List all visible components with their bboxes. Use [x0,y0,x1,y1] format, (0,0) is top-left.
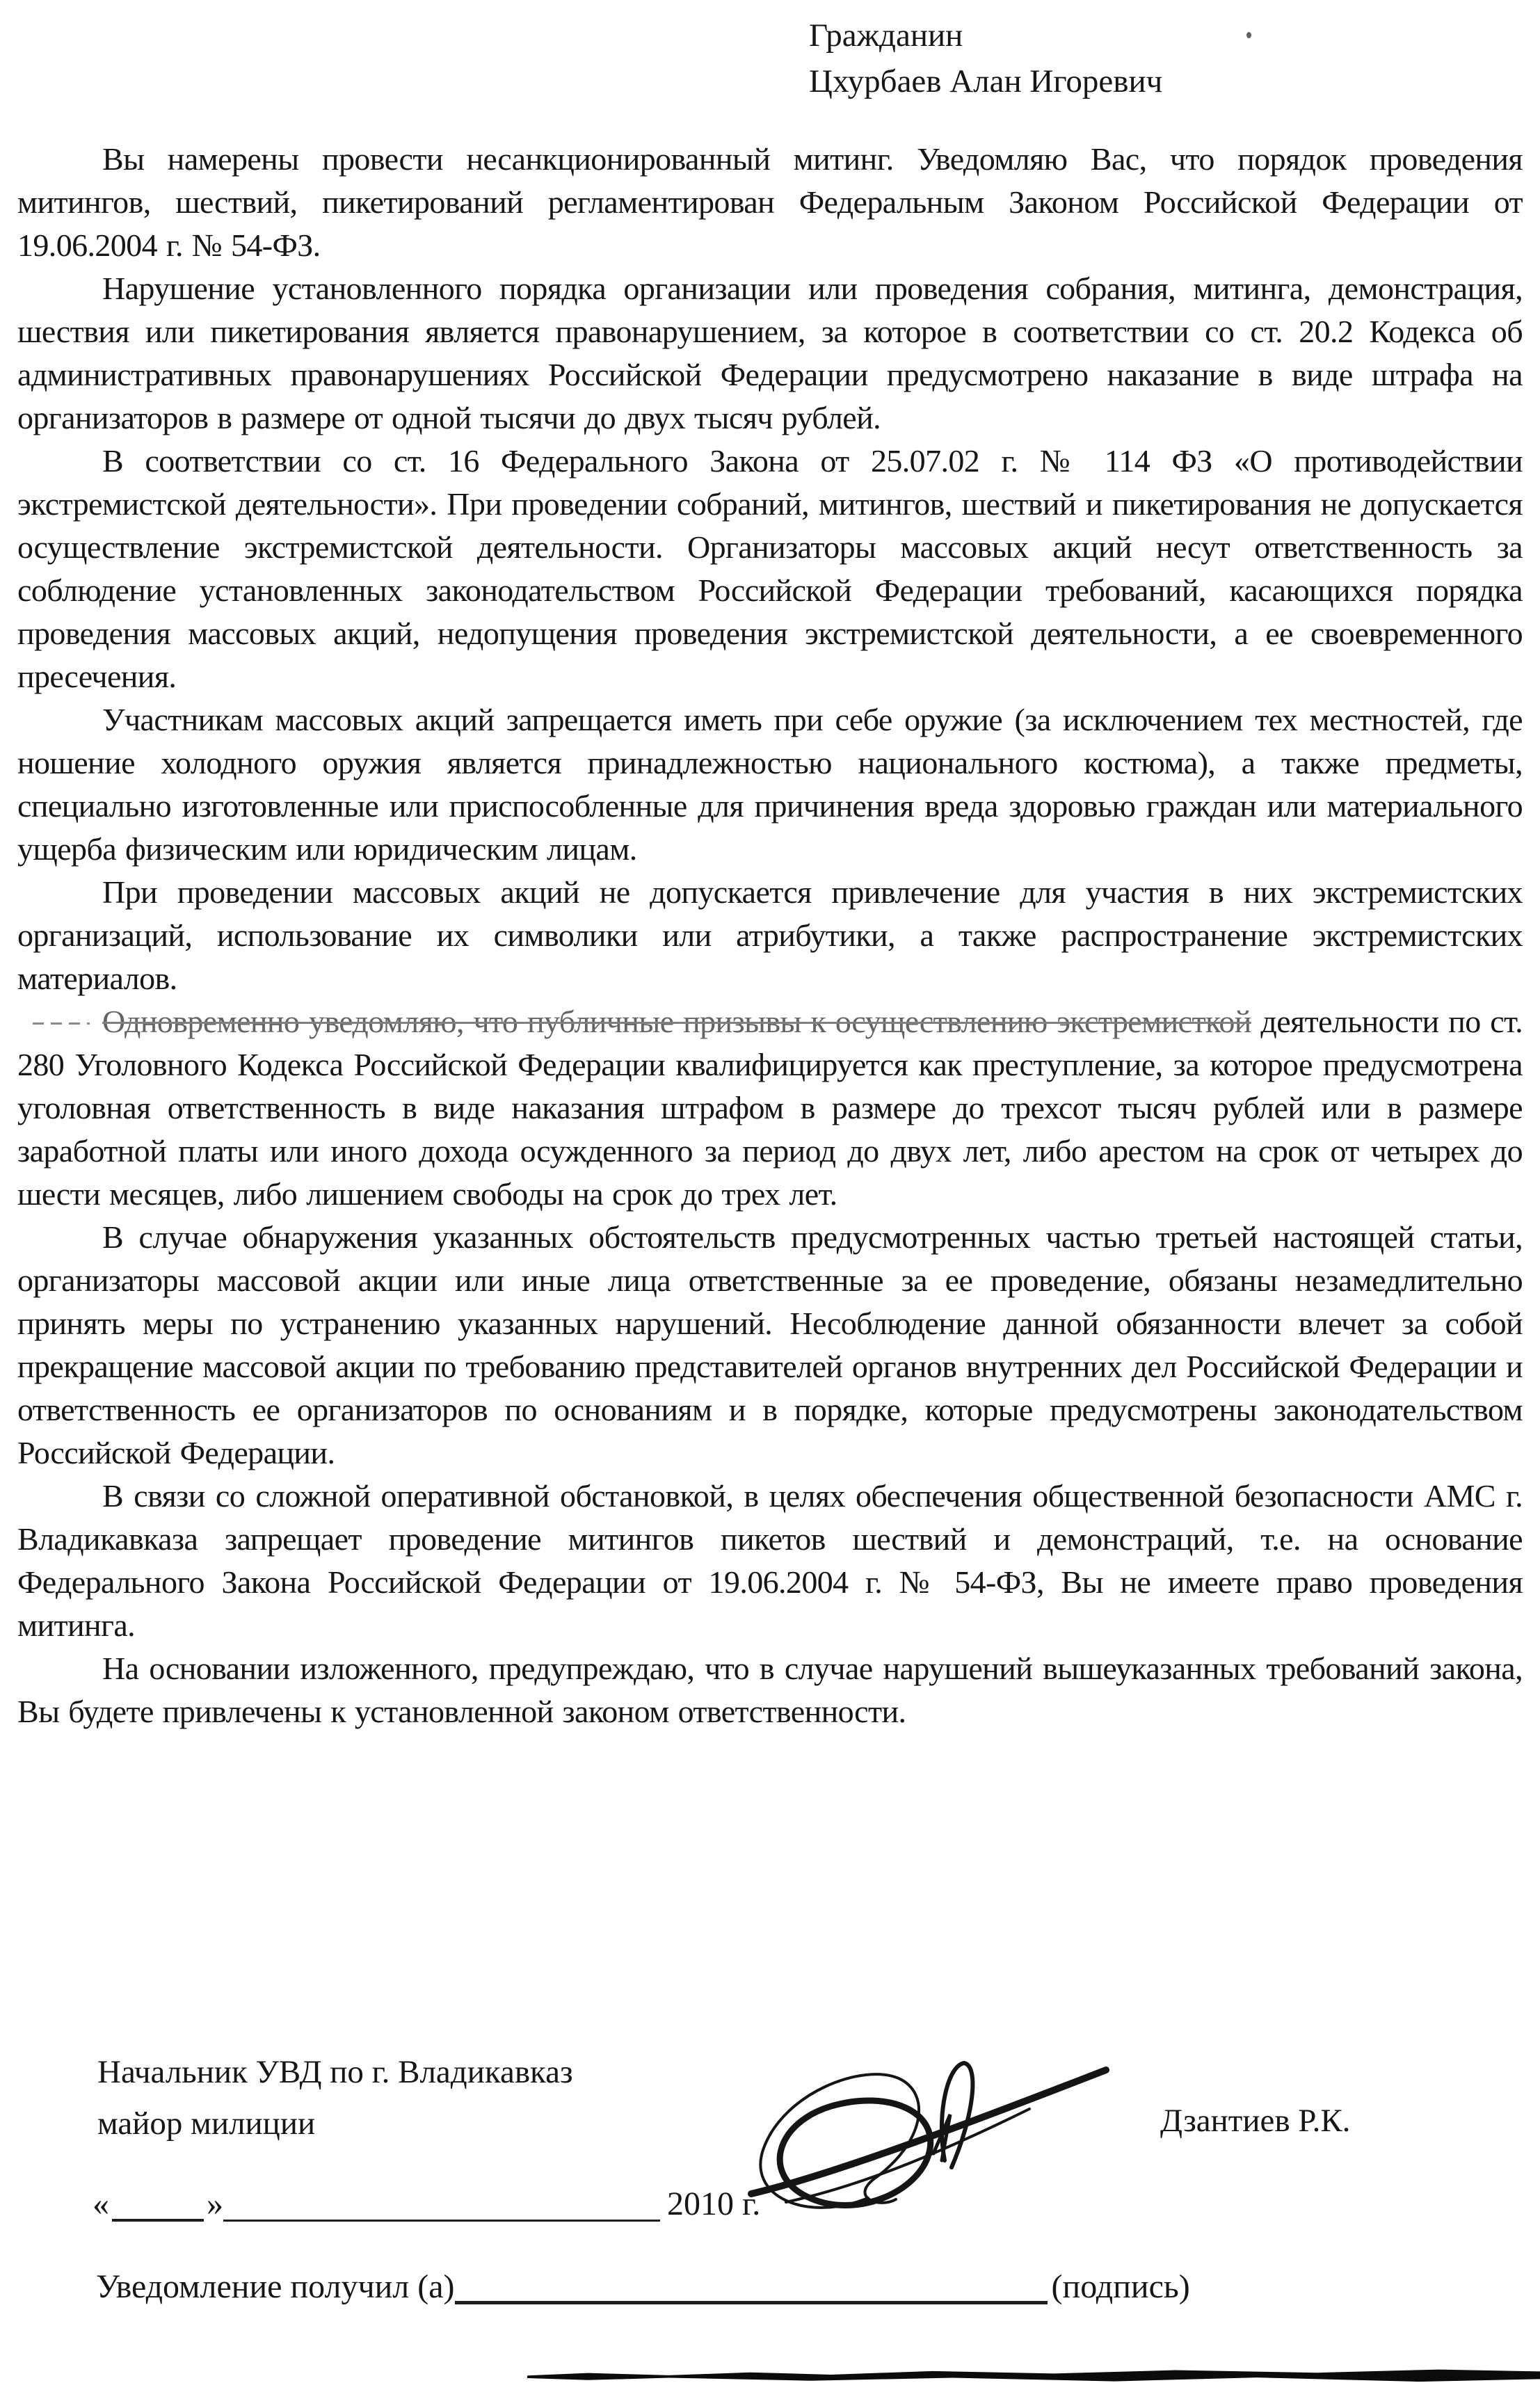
quote-open: « [93,2185,109,2222]
addressee-title: Гражданин [809,17,963,54]
letter-body [17,138,1523,1733]
signature-hint: (подпись) [1051,2268,1190,2305]
date-line [93,2184,760,2223]
paragraph: В соответствии со ст. 16 Федерального Закона от 25.07.02 г. № 114 ФЗ «О противодействии экстремистской деятельности». При проведении собраний, митингов, шествий и пикетирования не допускается осуществление экстремистской деятельности. Организаторы массовых акций несут ответственность за соблюдение установленных законодательством Российской Федерации требований, касающихся порядка проведения массовых акций, недопущения проведения экстремистской деятельности, а ее своевременного пресечения. [17,443,1523,694]
date-year: 2010 г. [667,2185,761,2222]
receipt-signature-blank [455,2273,1048,2304]
paragraph: Одновременно уведомляю, что публичные призывы к осуществлению экстремисткой деятельности по ст. 280 Уголовного Кодекса Российской Федерации квалифицируется как преступление, за которое предусмотрена уголовная ответственность в виде наказания штрафом в размере до трехсот тысяч рублей или в размере заработной платы или иного дохода осужденного за период до двух лет, либо арестом на срок от четырех до шести месяцев, либо лишением свободы на срок до трех лет. [17,1000,1523,1216]
signer-name: Дзантиев Р.К. [1160,2103,1351,2139]
scan-bar-artifact [527,2366,1540,2382]
date-day-blank [112,2191,204,2222]
receipt-label: Уведомление получил (а) [96,2268,455,2305]
addressee-name: Цхурбаев Алан Игоревич [809,63,1163,99]
signer-position-line2: майор милиции [97,2105,316,2142]
signature-scribble [703,2051,1120,2214]
degraded-scan-line: Одновременно уведомляю, что публичные призывы к осуществлению экстремисткой [102,1004,1251,1039]
paragraph: В связи со сложной оперативной обстановкой, в целях обеспечения общественной безопасности АМС г. Владикавказа запрещает проведение митингов пикетов шествий и демонстраций, т.е. на основание Федерального Закона Российской Федерации от 19.06.2004 г. № 54-ФЗ, Вы не имеете право проведения митинга. [17,1478,1523,1643]
receipt-line [96,2266,1190,2306]
signer-position-line1: Начальник УВД по г. Владикавказ [97,2054,573,2090]
paragraph: Нарушение установленного порядка организации или проведения собрания, митинга, демонстрация, шествия или пикетирования является правонарушением, за которое в соответствии со ст. 20.2 Кодекса об административных правонарушениях Российской Федерации предусмотрено наказание в виде штрафа на организаторов в размере от одной тысячи до двух тысяч рублей. [17,271,1523,435]
paragraph: Участникам массовых акций запрещается иметь при себе оружие (за исключением тех местностей, где ношение холодного оружия является принадлежностью национального костюма), а также предметы, специально изготовленные или приспособленные для причинения вреда здоровью граждан или материального ущерба физическим или юридическим лицам. [17,702,1523,867]
addressee-block [809,13,1162,104]
paragraph: Вы намерены провести несанкционированный митинг. Уведомляю Вас, что порядок проведения митингов, шествий, пикетирований регламентирован Федеральным Законом Российской Федерации от 19.06.2004 г. № 54-ФЗ. [17,141,1523,263]
quote-close: » [207,2185,223,2222]
scan-speck-artifact [1246,32,1251,38]
paragraph: На основании изложенного, предупреждаю, что в случае нарушений вышеуказанных требований закона, Вы будете привлечены к установленной законом ответственности. [17,1651,1523,1729]
paragraph: При проведении массовых акций не допускается привлечение для участия в них экстремистских организаций, использование их символики или атрибутики, а также распространение экстремистских материалов. [17,874,1523,996]
date-month-blank [223,2192,660,2222]
paragraph: В случае обнаружения указанных обстоятельств предусмотренных частью третьей настоящей статьи, организаторы массовой акции или иные лица ответственные за ее проведение, обязаны незамедлительно принять меры по устранению указанных нарушений. Несоблюдение данной обязанности влечет за собой прекращение массовой акции по требованию представителей органов внутренних дел Российской Федерации и ответственность ее организаторов по основаниям и в порядке, которые предусмотрены законодательством Российской Федерации. [17,1219,1523,1470]
